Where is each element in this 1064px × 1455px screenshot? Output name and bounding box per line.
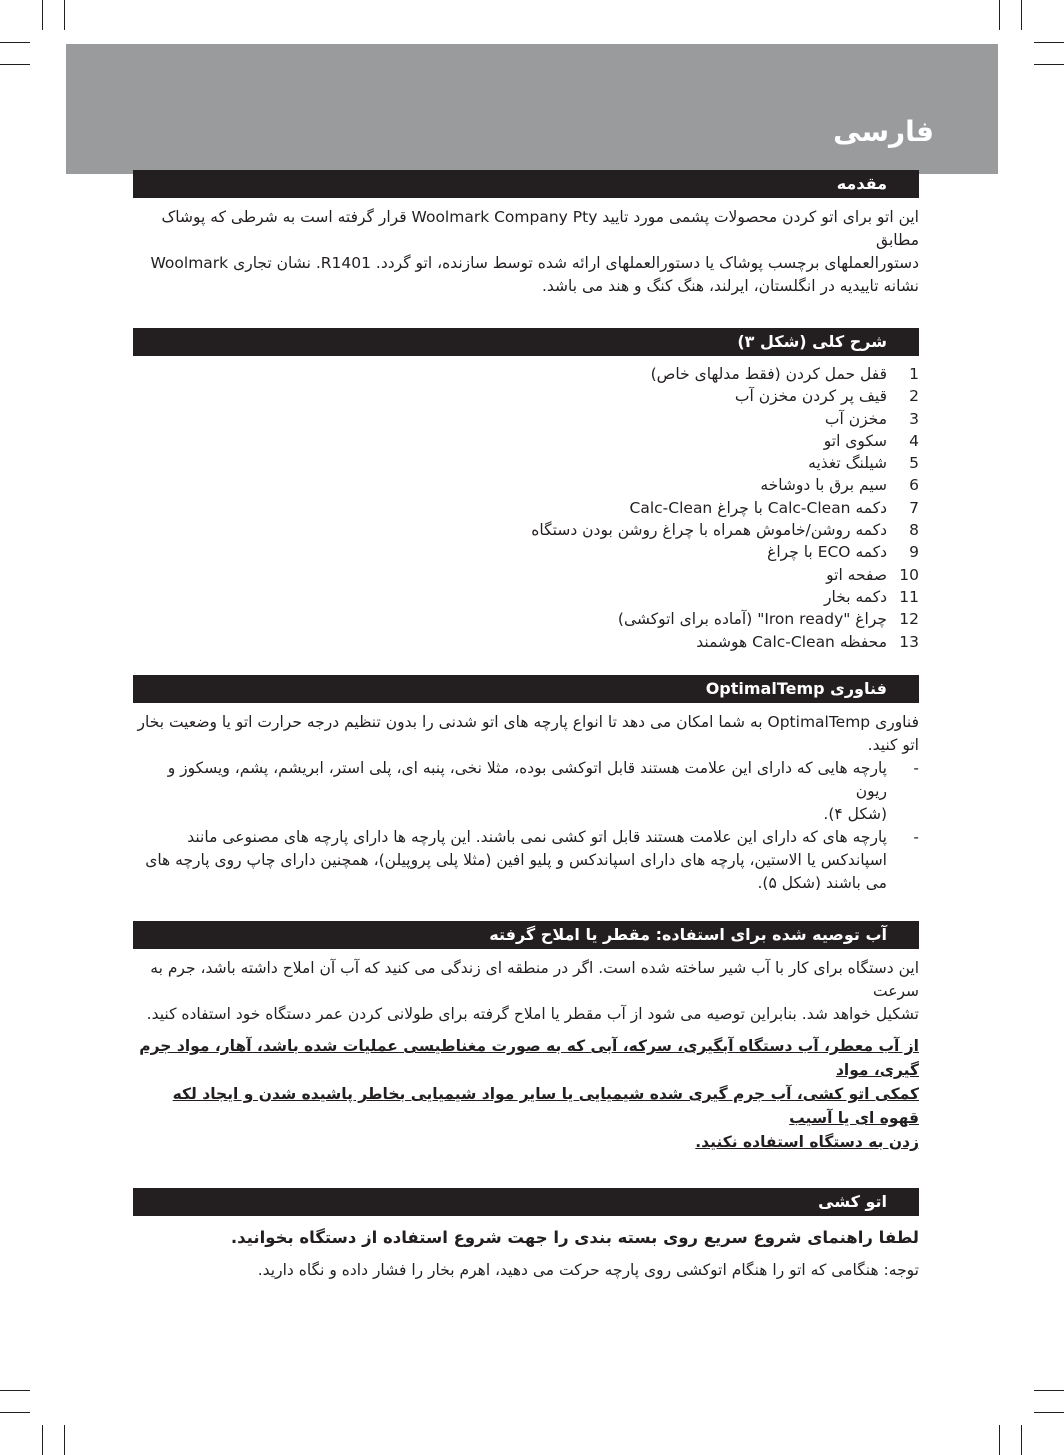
item-number: 7 — [909, 498, 919, 517]
bullet-dash: - — [913, 758, 919, 777]
intro-line: این اتو برای اتو کردن محصولات پشمی مورد تایید Woolmark Company Pty قرار گرفته است به شرطی که پوشاک مطابق — [161, 208, 919, 249]
bullet-dash: - — [913, 827, 919, 846]
crop-mark — [1021, 1425, 1022, 1455]
water-heading: آب توصیه شده برای استفاده: مقطر یا املاح گرفته — [133, 921, 919, 949]
item-text: صفحه اتو — [826, 565, 887, 584]
list-item — [133, 608, 919, 630]
crop-mark — [1021, 0, 1022, 30]
item-number: 1 — [909, 365, 919, 383]
ironing-section — [133, 1188, 919, 1282]
item-number: 12 — [899, 610, 919, 629]
language-title: فارسی — [833, 115, 934, 148]
item-text: شیلنگ تغذیه — [808, 454, 887, 473]
item-number: 6 — [909, 476, 919, 495]
bullet-item — [133, 826, 919, 895]
bullet-line: اسپاندکس یا الاستین، پارچه های دارای اسپاندکس و پلیو افین (مثلا پلی پروپیلن)، همچنین دارای چاپ روی پارچه های — [145, 850, 887, 869]
item-number: 3 — [909, 409, 919, 428]
item-text: دکمه ECO با چراغ — [767, 543, 887, 562]
list-item — [133, 408, 919, 430]
optimaltemp-section — [133, 675, 919, 895]
item-number: 5 — [909, 454, 919, 473]
item-number: 9 — [909, 543, 919, 562]
intro-line: دستورالعملهای برچسب پوشاک یا دستورالعملهای ارائه شده توسط سازنده، اتو گردد. R1401. نشان تجاری Woolmark — [150, 254, 919, 272]
warning-line: زدن به دستگاه استفاده نکنید. — [695, 1132, 919, 1151]
item-text: سکوی اتو — [823, 431, 887, 450]
overview-section — [133, 328, 919, 653]
bullet-text — [133, 826, 887, 895]
optimaltemp-heading: فناوری OptimalTemp — [133, 675, 919, 703]
optimaltemp-line: اتو کنید. — [867, 735, 919, 754]
warning-line: کمکی اتو کشی، آب جرم گیری شده شیمیایی یا سایر مواد شیمیایی بخاطر پاشیده شدن و ایجاد لکه قهوه ای یا آسیب — [172, 1084, 919, 1127]
crop-mark — [1034, 64, 1064, 65]
intro-heading: مقدمه — [133, 170, 919, 198]
list-item — [133, 430, 919, 452]
crop-mark — [64, 1425, 65, 1455]
header-band — [66, 44, 998, 174]
bullet-line: می باشند (شکل ۵). — [757, 873, 887, 892]
bullet-item — [133, 757, 919, 826]
crop-mark — [0, 64, 30, 65]
list-item — [133, 586, 919, 608]
item-number: 8 — [909, 521, 919, 540]
water-section — [133, 921, 919, 1154]
list-item — [133, 452, 919, 474]
crop-mark — [999, 0, 1000, 30]
item-number: 13 — [899, 632, 919, 651]
crop-mark — [64, 0, 65, 30]
crop-mark — [0, 1390, 30, 1391]
item-text: چراغ "Iron ready" (آماده برای اتوکشی) — [617, 610, 887, 629]
item-text: سیم برق با دوشاخه — [760, 476, 887, 495]
list-item — [133, 564, 919, 586]
page-content — [133, 170, 919, 1312]
optimaltemp-line: فناوری OptimalTemp به شما امکان می دهد تا انواع پارچه های اتو شدنی را بدون تنظیم درجه حرارت اتو یا وضعیت بخار — [137, 712, 919, 731]
warning-line: از آب معطر، آب دستگاه آبگیری، سرکه، آبی که به صورت مغناطیسی عملیات شده باشد، آهار، مواد جرم گیری، مواد — [139, 1036, 919, 1079]
list-item — [133, 631, 919, 653]
crop-mark — [1034, 1390, 1064, 1391]
item-number: 10 — [899, 565, 919, 584]
item-number: 11 — [899, 587, 919, 606]
intro-line: نشانه تاییدیه در انگلستان، ایرلند، هنگ کنگ و هند می باشد. — [541, 277, 919, 295]
intro-section — [133, 170, 919, 298]
item-number: 4 — [909, 431, 919, 450]
item-text: دکمه روشن/خاموش همراه با چراغ روشن بودن دستگاه — [531, 521, 887, 540]
ironing-note: توجه: هنگامی که اتو را هنگام اتوکشی روی پارچه حرکت می دهید، اهرم بخار را فشار داده و نگاه دارید. — [257, 1260, 919, 1279]
bullet-text — [133, 757, 887, 826]
crop-mark — [0, 42, 30, 43]
crop-mark — [42, 1425, 43, 1455]
list-item — [133, 363, 919, 385]
item-text: محفظه Calc-Clean هوشمند — [696, 632, 887, 651]
overview-heading: شرح کلی (شکل ۳) — [133, 328, 919, 356]
list-item — [133, 519, 919, 541]
quick-start-instruction: لطفا راهنمای شروع سریع روی بسته بندی را جهت شروع استفاده از دستگاه بخوانید. — [230, 1227, 919, 1247]
parts-list — [133, 363, 919, 653]
bullet-line: پارچه هایی که دارای این علامت هستند قابل اتوکشی بوده، مثلا نخی، پنبه ای، پلی استر، ابریشم، پشم، ویسکوز و ریون — [167, 758, 887, 800]
crop-mark — [1034, 1412, 1064, 1413]
list-item — [133, 385, 919, 407]
water-line: این دستگاه برای کار با آب شیر ساخته شده است. اگر در منطقه ای زندگی می کنید که آب آن املاح داشته باشد، جرم به سرعت — [150, 958, 919, 1000]
bullet-line: (شکل ۴). — [823, 804, 887, 823]
crop-mark — [1034, 42, 1064, 43]
item-text: دکمه Calc-Clean با چراغ Calc-Clean — [629, 498, 887, 517]
water-line: تشکیل خواهد شد. بنابراین توصیه می شود از آب مقطر یا املاح گرفته برای طولانی کردن عمر دستگاه خود استفاده کنید. — [146, 1004, 919, 1023]
list-item — [133, 497, 919, 519]
list-item — [133, 474, 919, 496]
crop-mark — [42, 0, 43, 30]
ironing-heading: اتو کشی — [133, 1188, 919, 1216]
fabric-bullets — [133, 757, 919, 895]
water-warning — [133, 1034, 919, 1154]
bullet-line: پارچه های که دارای این علامت هستند قابل اتو کشی نمی باشند. این پارچه ها دارای پارچه های مصنوعی مانند — [187, 827, 887, 846]
item-text: دکمه بخار — [823, 587, 887, 606]
item-text: قیف پر کردن مخزن آب — [734, 387, 887, 406]
item-text: قفل حمل کردن (فقط مدلهای خاص) — [650, 365, 887, 383]
list-item — [133, 541, 919, 563]
item-text: مخزن آب — [824, 409, 887, 428]
crop-mark — [999, 1425, 1000, 1455]
item-number: 2 — [909, 387, 919, 406]
crop-mark — [0, 1412, 30, 1413]
